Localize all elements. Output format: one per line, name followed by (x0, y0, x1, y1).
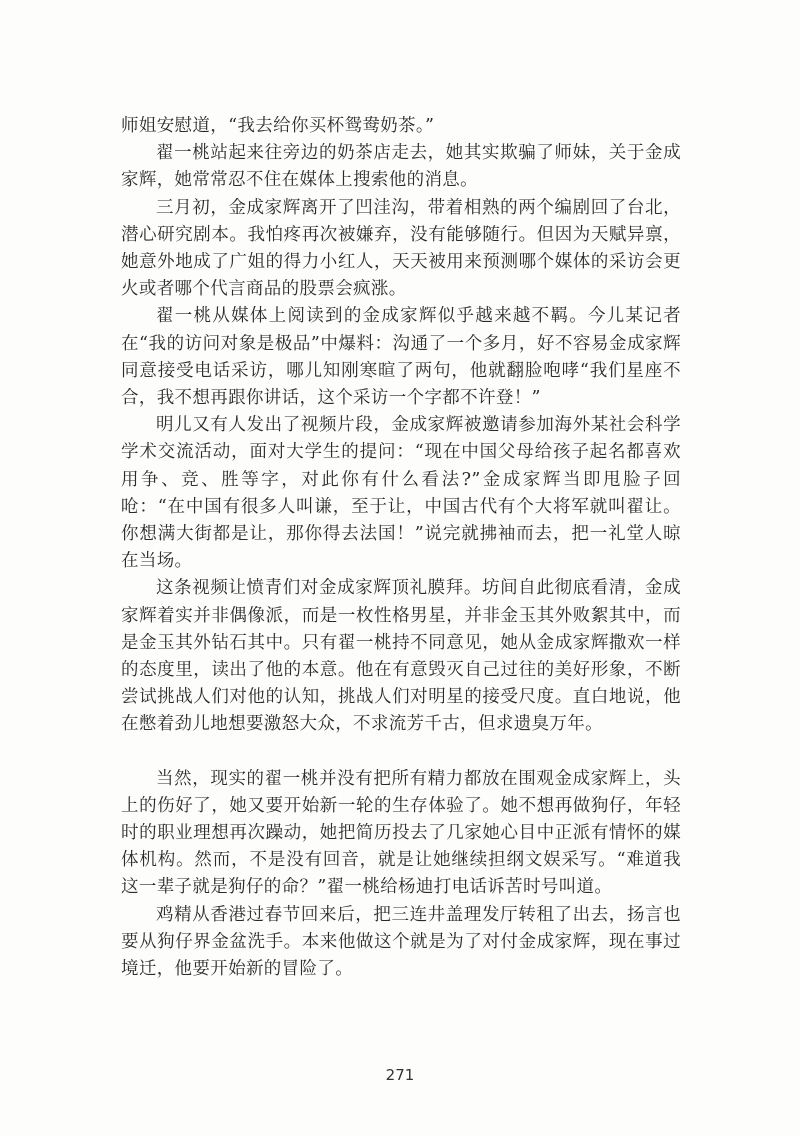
body-text (121, 113, 681, 983)
paragraph-3: 三月初，金成家辉离开了凹洼沟，带着相熟的两个编剧回了台北，潜心研究剧本。我怕疼再次被嫌弃，没有能够随行。但因为天赋异禀，她意外地成了广姐的得力小红人，天天被用来预测哪个媒体的采访会更火或者哪个代言商品的股票会疯涨。 (121, 197, 681, 300)
paragraph-5: 明儿又有人发出了视频片段，金成家辉被邀请参加海外某社会科学学术交流活动，面对大学生的提问：“现在中国父母给孩子起名都喜欢用争、竞、胜等字，对此你有什么看法?”金成家辉当即甩脸子回呛：“在中国有很多人叫谦，至于让，中国古代有个大将军就叫翟让。你想满大街都是让，那你得去法国！”说完就拂袖而去，把一礼堂人晾在当场。 (121, 415, 681, 572)
paragraph-1: 师姐安慰道，“我去给你买杯鸳鸯奶茶。” (121, 116, 435, 136)
paragraph-4: 翟一桃从媒体上阅读到的金成家辉似乎越来越不羁。今儿某记者在“我的访问对象是极品”中爆料：沟通了一个多月，好不容易金成家辉同意接受电话采访，哪儿知刚寒暄了两句，他就翻脸咆哮“我们星座不合，我不想再跟你讲话，这个采访一个字都不许登！” (121, 306, 681, 409)
paragraph-6: 这条视频让愤青们对金成家辉顶礼膜拜。坊间自此彻底看清，金成家辉着实并非偶像派，而是一枚性格男星，并非金玉其外败絮其中，而是金玉其外钻石其中。只有翟一桃持不同意见，她从金成家辉撒欢一样的态度里，读出了他的本意。他在有意毁灭自己过往的美好形象，不断尝试挑战人们对他的认知，挑战人们对明星的接受尺度。直白地说，他在憋着劲儿地想要激怒大众，不求流芳千古，但求遗臭万年。 (121, 578, 681, 735)
paragraph-2: 翟一桃站起来往旁边的奶茶店走去，她其实欺骗了师妹，关于金成家辉，她常常忍不住在媒体上搜索他的消息。 (121, 143, 681, 191)
page-number: 271 (385, 1066, 415, 1084)
paragraph-8: 鸡精从香港过春节回来后，把三连井盖理发厅转租了出去，扬言也要从狗仔界金盆洗手。本来他做这个就是为了对付金成家辉，现在事过境迁，他要开始新的冒险了。 (121, 904, 681, 980)
paragraph-7: 当然，现实的翟一桃并没有把所有精力都放在围观金成家辉上，头上的伤好了，她又要开始新一轮的生存体验了。她不想再做狗仔，年轻时的职业理想再次躁动，她把简历投去了几家她心目中正派有情怀的媒体机构。然而，不是没有回音，就是让她继续担纲文娱采写。“难道我这一辈子就是狗仔的命？”翟一桃给杨迪打电话诉苦时号叫道。 (121, 768, 681, 898)
